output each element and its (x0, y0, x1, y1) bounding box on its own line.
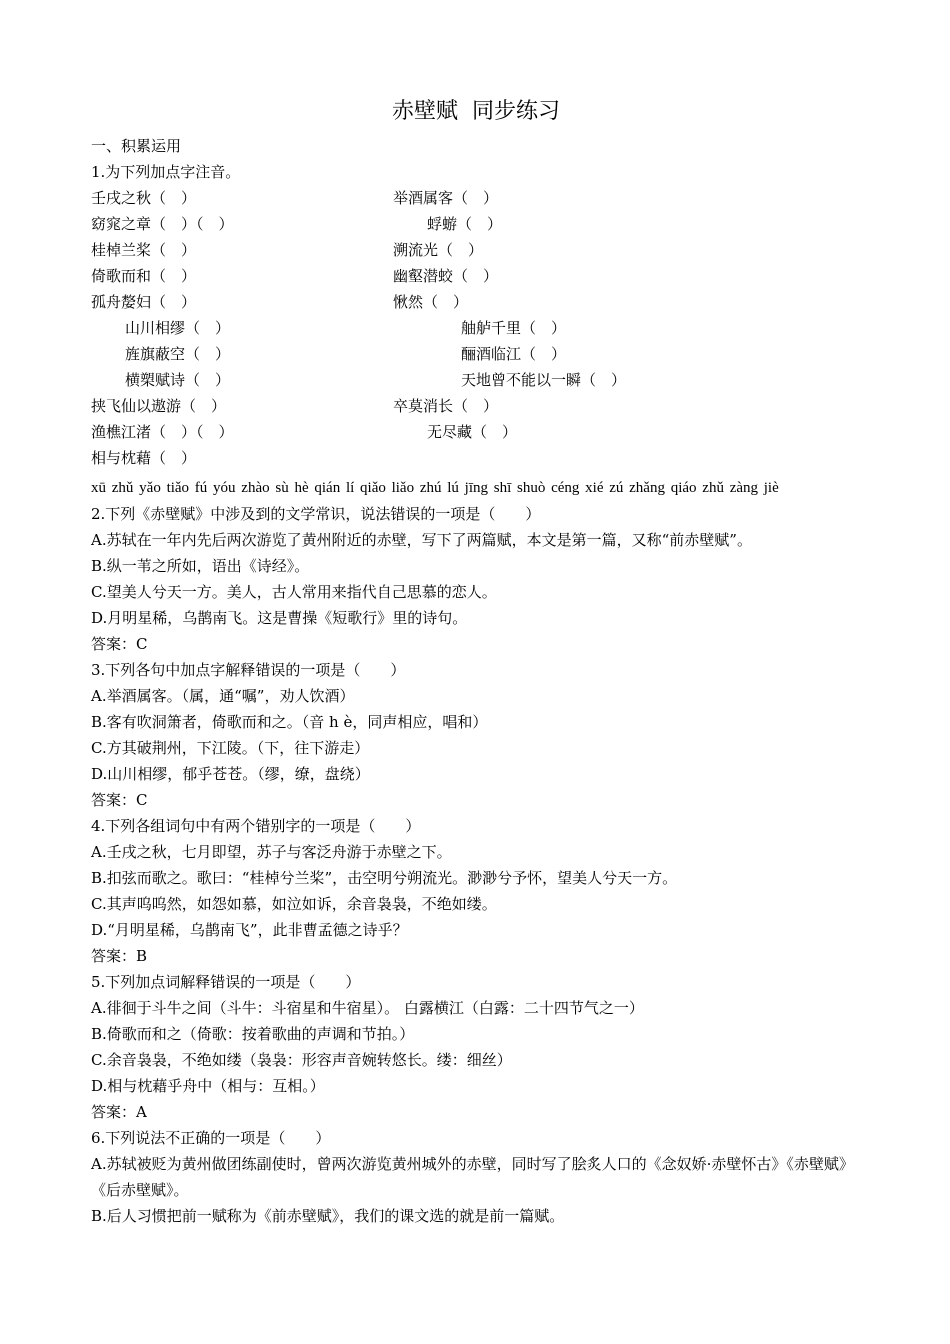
question-1-item-left: 壬戌之秋（ ） (91, 189, 197, 207)
answer-line: 答案：B (91, 947, 148, 965)
answer-line: 答案：C (91, 635, 148, 653)
question-option: B.纵一苇之所如，语出《诗经》。 (91, 557, 310, 575)
question-option: D.月明星稀，乌鹊南飞。这是曹操《短歌行》里的诗句。 (91, 609, 468, 627)
question-stem: 4.下列各组词句中有两个错别字的一项是（ ） (91, 817, 421, 835)
question-block (91, 657, 861, 813)
question-option: B.倚歌而和之（倚歌：按着歌曲的声调和节拍。） (91, 1025, 415, 1043)
question-option: C.望美人兮天一方。美人，古人常用来指代自己思慕的恋人。 (91, 583, 497, 601)
section-heading: 一、积累运用 (91, 137, 182, 155)
question-option: A.壬戌之秋，七月即望，苏子与客泛舟游于赤壁之下。 (91, 843, 452, 861)
question-1-row (91, 289, 861, 315)
question-stem: 2.下列《赤壁赋》中涉及到的文学常识，说法错误的一项是（ ） (91, 505, 541, 523)
question-block (91, 1125, 861, 1229)
question-option: B.客有吹洞箫者，倚歌而和之。（音 h è，同声相应，唱和） (91, 713, 488, 731)
question-1-item-left: 窈窕之章（ ）（ ） (91, 215, 234, 233)
question-stem: 5.下列加点词解释错误的一项是（ ） (91, 973, 361, 991)
question-1-item-right: 无尽藏（ ） (427, 423, 518, 441)
document-page (91, 95, 861, 1229)
answer-line: 答案：A (91, 1103, 147, 1121)
question-option: A.举酒属客。（属，通“嘱”，劝人饮酒） (91, 687, 355, 705)
question-1-row (91, 367, 861, 393)
question-1-row (91, 211, 861, 237)
question-1-item-right: 卒莫消长（ ） (393, 397, 499, 415)
question-1-item-left: 挟飞仙以遨游（ ） (91, 397, 227, 415)
question-1-items (91, 185, 861, 471)
question-option: C.方其破荆州，下江陵。（下，往下游走） (91, 739, 370, 757)
question-block (91, 501, 861, 657)
question-block (91, 969, 861, 1125)
question-1-row (91, 393, 861, 419)
question-option: C.余音袅袅，不绝如缕（袅袅：形容声音婉转悠长。缕：细丝） (91, 1051, 512, 1069)
question-1-row (91, 315, 861, 341)
question-1-item-right (393, 445, 861, 471)
question-1-item-left: 旌旗蔽空（ ） (125, 345, 231, 363)
question-option: B.后人习惯把前一赋称为《前赤壁赋》，我们的课文选的就是前一篇赋。 (91, 1207, 565, 1225)
question-1-row (91, 445, 861, 471)
question-1-item-right: 舳舻千里（ ） (461, 319, 567, 337)
question-1-item-right: 举酒属客（ ） (393, 189, 499, 207)
question-option: B.扣弦而歌之。歌曰：“桂棹兮兰桨”，击空明兮朔流光。渺渺兮予怀，望美人兮天一方。 (91, 869, 678, 887)
question-1-row (91, 341, 861, 367)
question-1-stem: 1.为下列加点字注音。 (91, 163, 241, 181)
question-1-row (91, 263, 861, 289)
question-option: D.山川相缪，郁乎苍苍。（缪，缭，盘绕） (91, 765, 370, 783)
question-option: D.相与枕藉乎舟中（相与：互相。） (91, 1077, 325, 1095)
question-list (91, 501, 861, 1229)
question-1-pinyin-answer: xū zhǔ yǎo tiǎo fú yóu zhào sù hè qián lí qiǎo liǎo zhú lú jīng shī shuò céng xié zú zhǎng qiáo zhǔ zàng jiè (91, 480, 779, 496)
question-block (91, 813, 861, 969)
question-stem: 6.下列说法不正确的一项是（ ） (91, 1129, 331, 1147)
question-1-item-right: 愀然（ ） (393, 293, 469, 311)
question-1-item-left: 倚歌而和（ ） (91, 267, 197, 285)
document-title: 赤壁赋 同步练习 (392, 99, 560, 124)
question-1-item-right: 溯流光（ ） (393, 241, 484, 259)
question-1-item-right: 酾酒临江（ ） (461, 345, 567, 363)
question-1-item-left: 相与枕藉（ ） (91, 449, 197, 467)
question-option: A.徘徊于斗牛之间（斗牛：斗宿星和牛宿星）。 白露横江（白露：二十四节气之一） (91, 999, 644, 1017)
question-1-item-right: 天地曾不能以一瞬（ ） (461, 371, 627, 389)
question-1-item-left: 孤舟嫠妇（ ） (91, 293, 197, 311)
answer-line: 答案：C (91, 791, 148, 809)
question-1-row (91, 419, 861, 445)
question-1-item-right: 蜉蝣（ ） (427, 215, 503, 233)
question-stem: 3.下列各句中加点字解释错误的一项是（ ） (91, 661, 406, 679)
question-1-item-left: 桂棹兰桨（ ） (91, 241, 197, 259)
question-1-row (91, 237, 861, 263)
question-option: A.苏轼在一年内先后两次游览了黄州附近的赤壁，写下了两篇赋，本文是第一篇，又称“前赤壁赋”。 (91, 531, 752, 549)
question-option: A.苏轼被贬为黄州做团练副使时，曾两次游览黄州城外的赤壁，同时写了脍炙人口的《念奴娇·赤壁怀古》《赤壁赋》《后赤壁赋》。 (91, 1155, 854, 1199)
question-option: C.其声呜呜然，如怨如慕，如泣如诉，余音袅袅，不绝如缕。 (91, 895, 497, 913)
question-1-item-left: 山川相缪（ ） (125, 319, 231, 337)
question-option: D.“月明星稀，乌鹊南飞”，此非曹孟德之诗乎？ (91, 921, 408, 939)
question-1-row (91, 185, 861, 211)
question-1-item-right: 幽壑潜蛟（ ） (393, 267, 499, 285)
question-1-item-left: 横槊赋诗（ ） (125, 371, 231, 389)
question-1-item-left: 渔樵江渚（ ）（ ） (91, 423, 234, 441)
